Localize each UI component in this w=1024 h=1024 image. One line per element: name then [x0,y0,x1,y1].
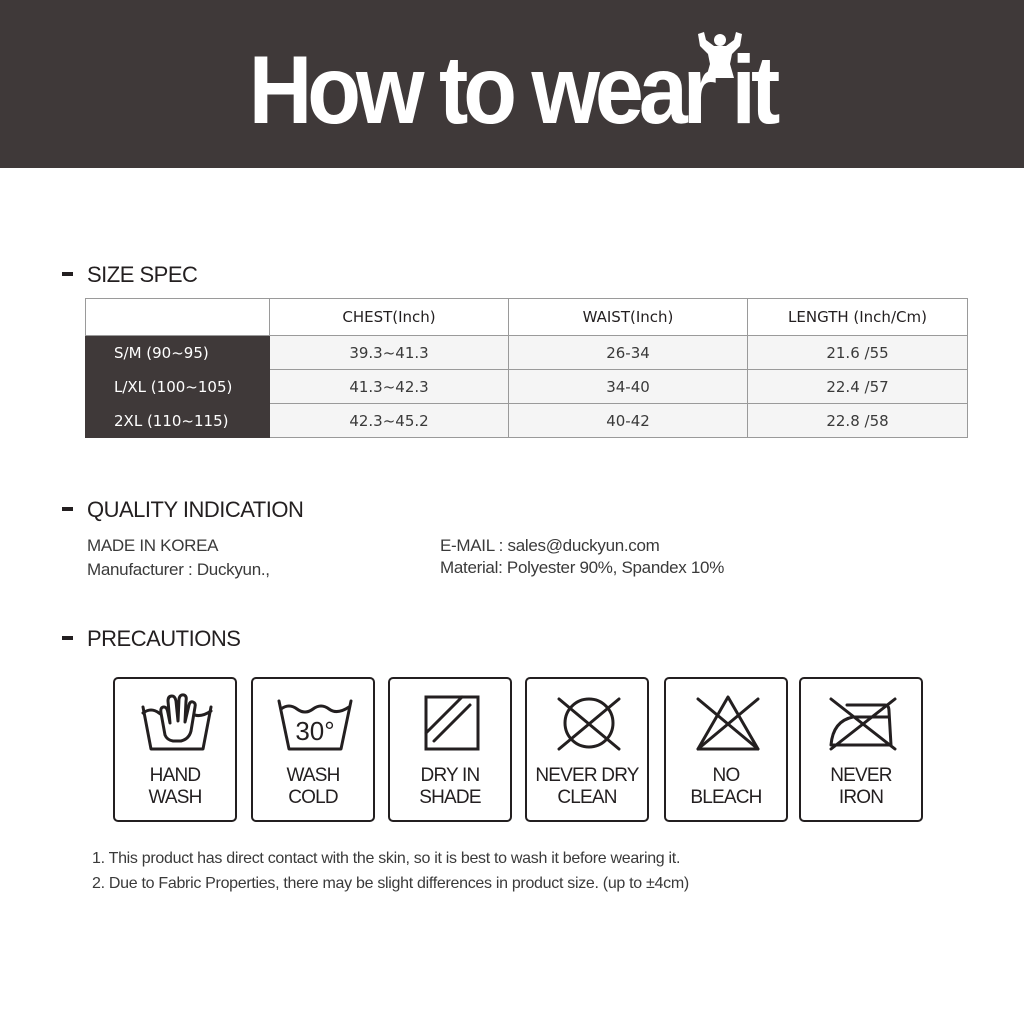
care-label-line1: NEVER DRY [535,765,639,786]
care-card-no-bleach [664,677,788,822]
care-card-no-dry-clean [525,677,649,822]
care-label-line1: NEVER [830,765,892,786]
page-title: How to wear it [248,35,776,144]
care-label-line2: WASH [148,787,202,808]
care-label-line1: HAND [149,765,201,786]
bullet-dash [62,636,73,640]
column-header-chest: CHEST(Inch) [270,299,509,336]
care-card-hand-wash [113,677,237,822]
size-spec-heading [62,262,197,288]
cell-waist: 40-42 [509,404,748,438]
precautions-heading [62,626,240,652]
care-label-line1: DRY IN [420,765,480,786]
manufacturer-text: Manufacturer : Duckyun., [87,560,270,579]
size-spec-title: SIZE SPEC [87,262,198,287]
table-corner-cell [86,299,270,336]
care-label [253,765,373,809]
no-iron-icon [823,691,903,756]
table-row [86,336,968,370]
dry-in-shade-icon [412,691,492,756]
bullet-dash [62,272,73,276]
column-header-waist: WAIST(Inch) [509,299,748,336]
cell-length: 21.6 /55 [748,336,968,370]
care-label [527,765,647,809]
no-bleach-icon [688,691,768,756]
wash-temperature: 30° [295,716,335,746]
precaution-note-1: 1. This product has direct contact with the skin, so it is best to wash it before wearing it. [92,850,681,867]
cell-chest: 42.3~45.2 [270,404,509,438]
email-text: E-MAIL : sales@duckyun.com [440,536,660,555]
no-dry-clean-icon [549,691,629,756]
quality-title: QUALITY INDICATION [87,497,304,522]
care-label [666,765,786,809]
header-banner [0,0,1024,168]
cell-chest: 41.3~42.3 [270,370,509,404]
table-header-row [86,299,968,336]
care-label [115,765,235,809]
cell-length: 22.4 /57 [748,370,968,404]
precaution-note-2: 2. Due to Fabric Properties, there may be slight differences in product size. (up to ±4cm) [92,875,689,892]
cell-waist: 26-34 [509,336,748,370]
bullet-dash [62,507,73,511]
cell-chest: 39.3~41.3 [270,336,509,370]
care-label-line1: WASH [286,765,340,786]
table-row [86,404,968,438]
care-label [390,765,510,809]
care-card-dry-in-shade [388,677,512,822]
material-text: Material: Polyester 90%, Spandex 10% [440,558,725,577]
care-label-line2: BLEACH [690,787,762,808]
cell-length: 22.8 /58 [748,404,968,438]
care-card-wash-cold [251,677,375,822]
row-header-size: 2XL (110~115) [86,404,270,438]
care-card-no-iron [799,677,923,822]
table-row [86,370,968,404]
quality-heading [62,497,303,523]
wash-cold-icon [275,691,355,756]
precautions-title: PRECAUTIONS [87,626,241,651]
care-label-line2: SHADE [419,787,481,808]
hand-wash-icon [137,691,217,756]
made-in-text: MADE IN KOREA [87,536,219,555]
column-header-length: LENGTH (Inch/Cm) [748,299,968,336]
row-header-size: S/M (90~95) [86,336,270,370]
size-spec-table [85,298,968,438]
care-label [801,765,921,809]
row-header-size: L/XL (100~105) [86,370,270,404]
care-label-line1: NO [712,765,740,786]
care-label-line2: COLD [288,787,338,808]
care-label-line2: CLEAN [557,787,617,808]
care-label-line2: IRON [838,787,884,808]
cell-waist: 34-40 [509,370,748,404]
